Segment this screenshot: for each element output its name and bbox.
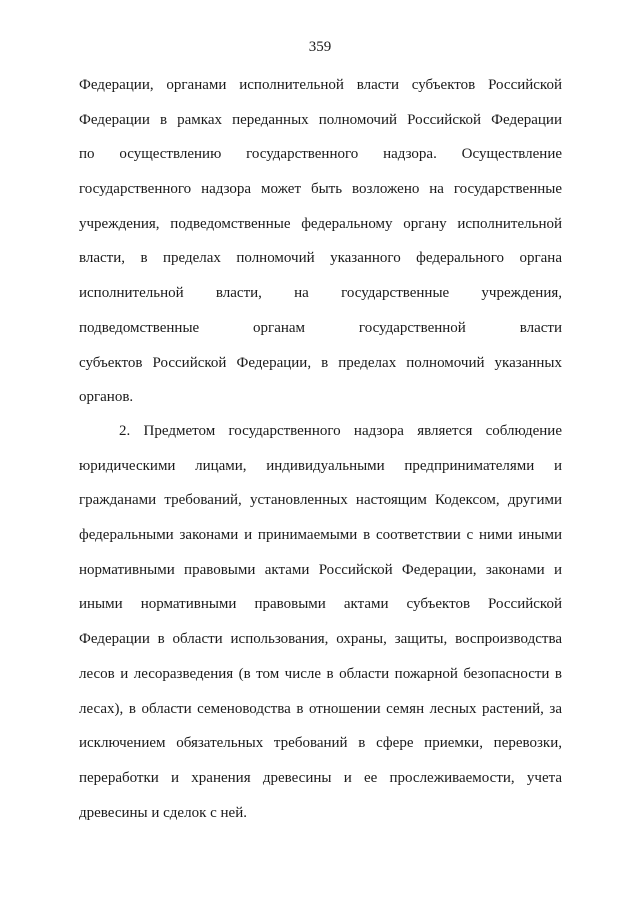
text-line: учреждения, подведомственные федеральному органу исполнительной [79, 215, 562, 232]
text-line: юридическими лицами, индивидуальными предпринимателями и [79, 457, 562, 474]
text-line: по осуществлению государственного надзора. Осуществление [79, 146, 562, 163]
text-line: иными нормативными правовыми актами субъектов Российской [79, 596, 562, 613]
paragraph-1 [79, 68, 562, 415]
text-line: Федерации в рамках переданных полномочий Российской Федерации [79, 111, 562, 128]
text-line: органов. [79, 389, 134, 406]
text-line: федеральными законами и принимаемыми в соответствии с ними иными [79, 527, 562, 544]
text-line: власти, в пределах полномочий указанного федерального органа [79, 250, 562, 267]
text-line: переработки и хранения древесины и ее прослеживаемости, учета [79, 769, 562, 786]
text-line: лесах), в области семеноводства в отношении семян лесных растений, за [79, 700, 562, 717]
text-line: субъектов Российской Федерации, в пределах полномочий указанных [79, 354, 562, 371]
paragraph-2 [79, 414, 562, 830]
text-line: 2. Предметом государственного надзора является соблюдение [119, 423, 562, 439]
text-line: древесины и сделок с ней. [79, 804, 247, 821]
page-number: 359 [308, 39, 332, 55]
text-line: исключением обязательных требований в сфере приемки, перевозки, [79, 735, 562, 752]
text-line: подведомственные органам государственной власти [79, 319, 562, 336]
text-line: Федерации в области использования, охраны, защиты, воспроизводства [79, 631, 562, 648]
text-line: лесов и лесоразведения (в том числе в области пожарной безопасности в [79, 665, 562, 682]
text-line: нормативными правовыми актами Российской Федерации, законами и [79, 561, 562, 578]
text-line: гражданами требований, установленных настоящим Кодексом, другими [79, 492, 562, 509]
text-line: Федерации, органами исполнительной власти субъектов Российской [79, 77, 562, 93]
text-line: исполнительной власти, на государственные учреждения, [79, 285, 562, 302]
text-line: государственного надзора может быть возложено на государственные [79, 181, 562, 198]
